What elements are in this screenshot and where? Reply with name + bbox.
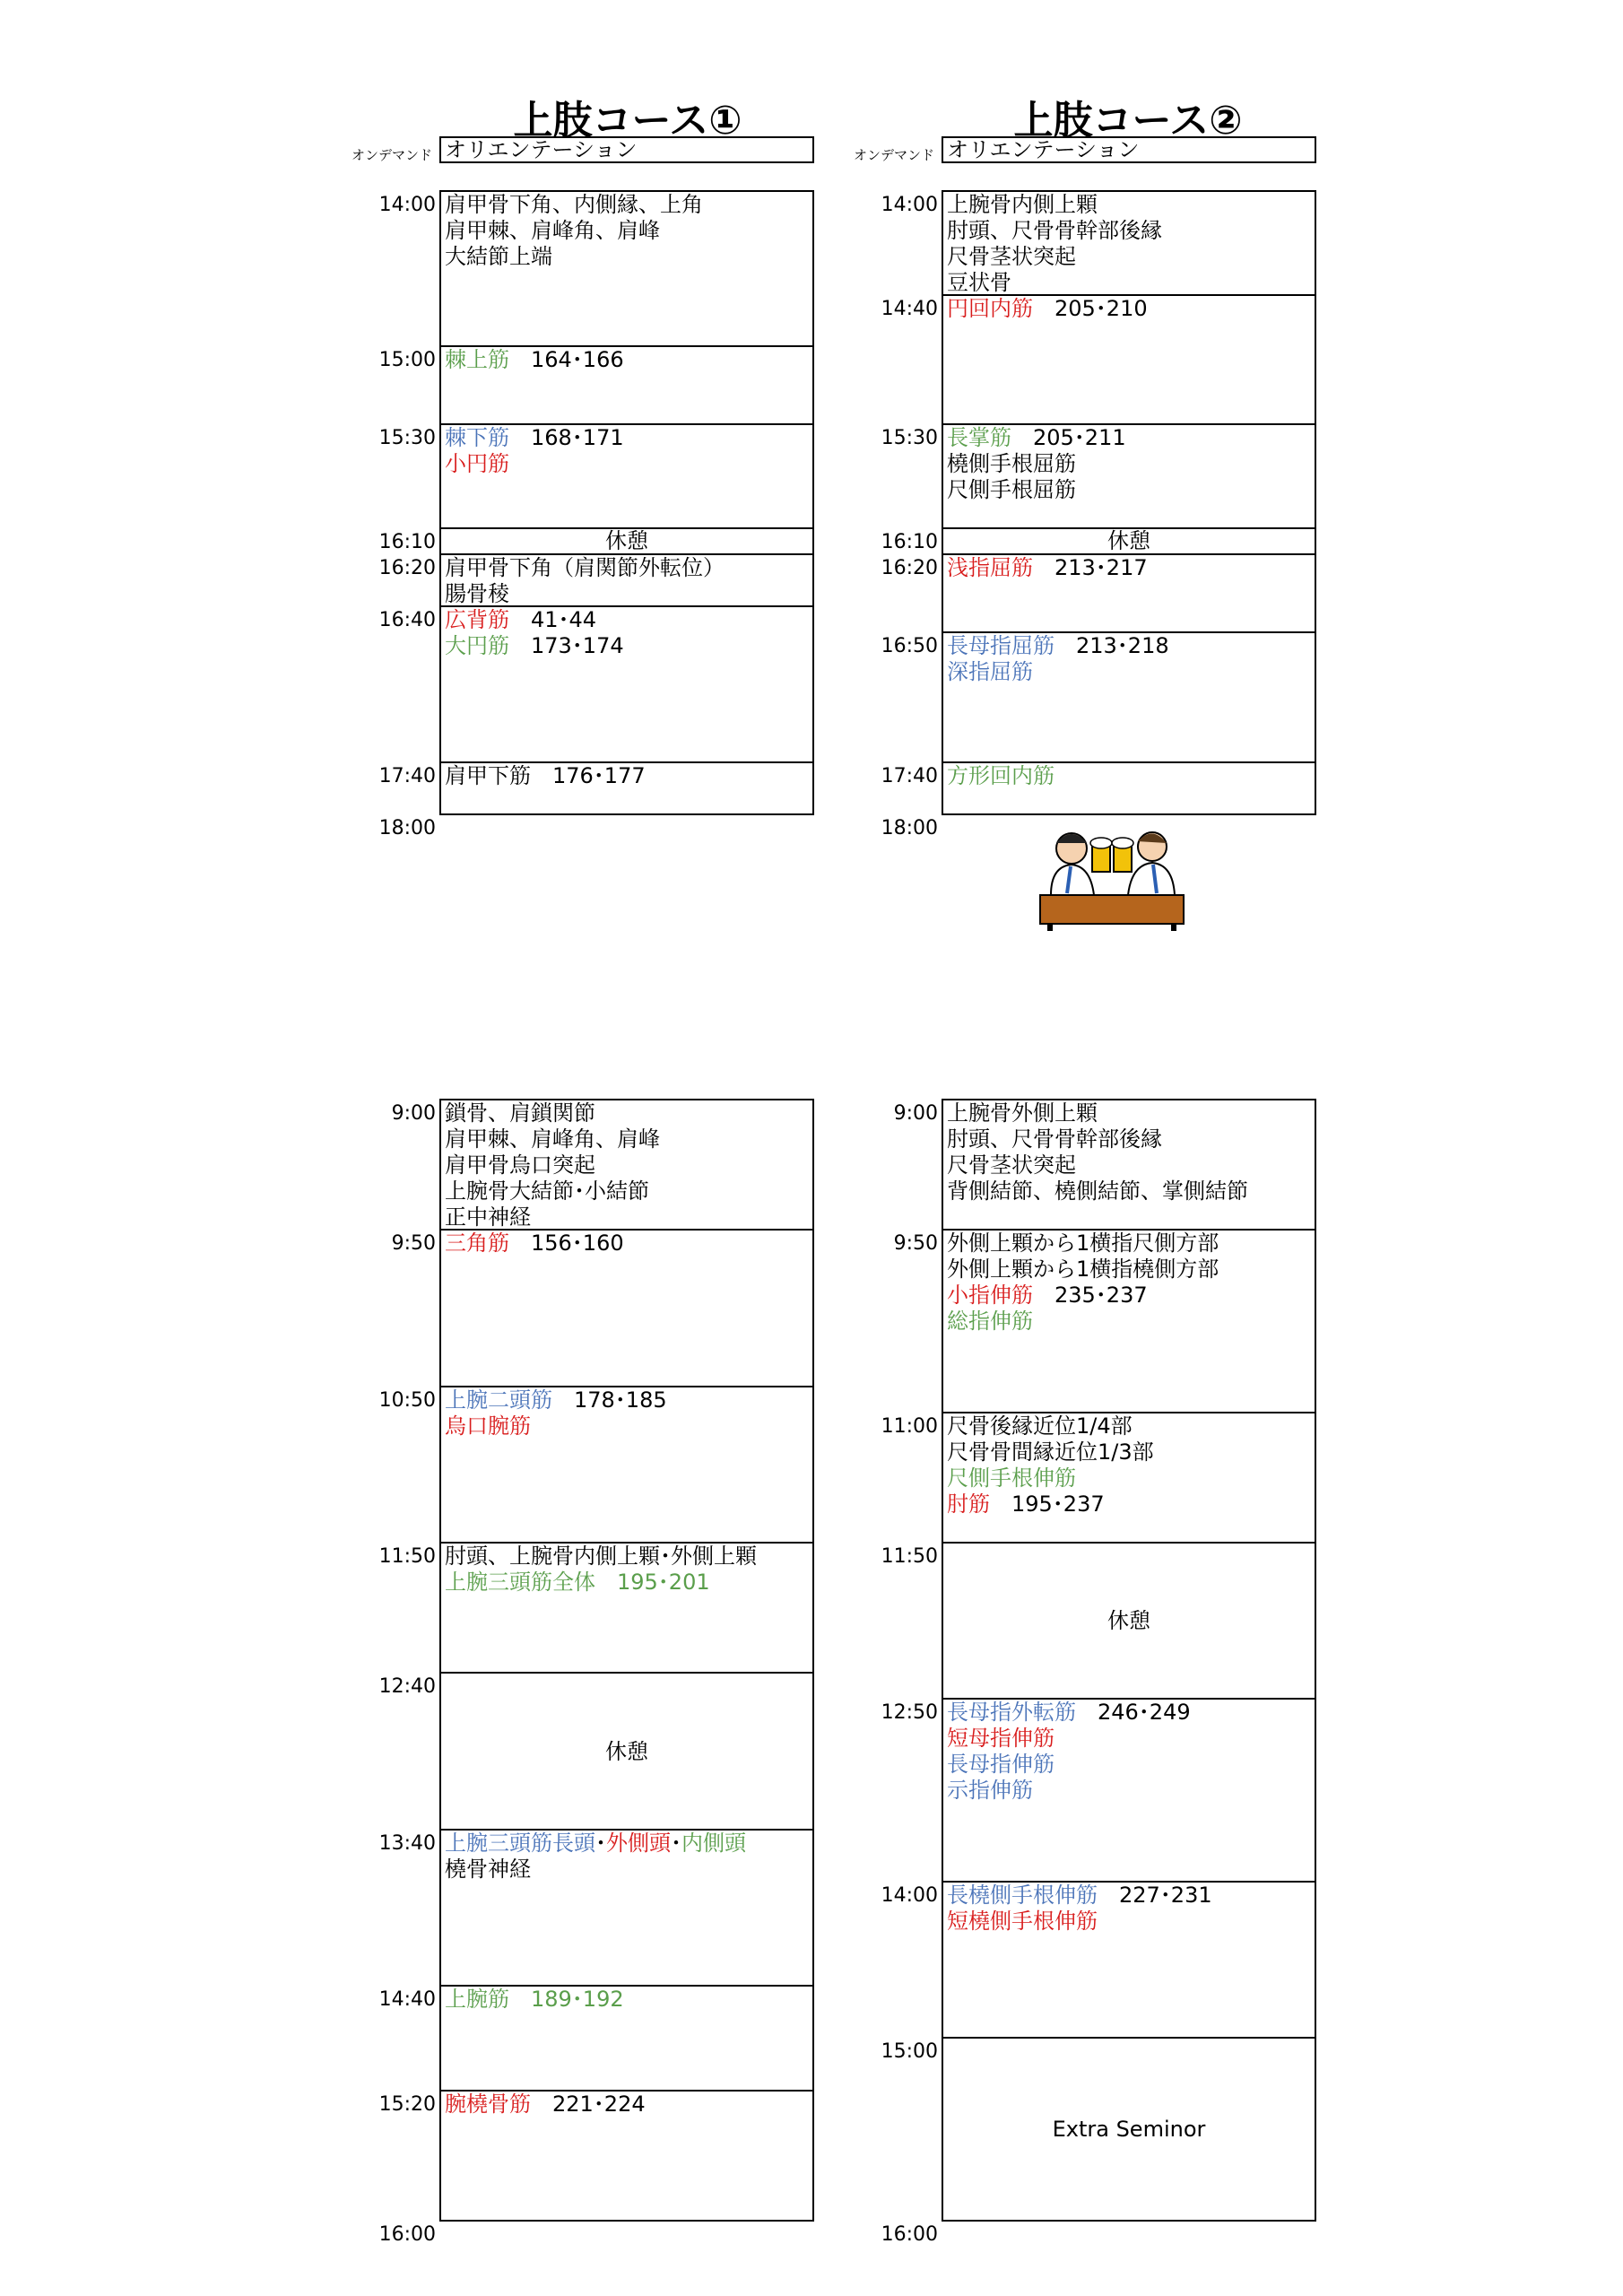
text-line xyxy=(445,218,703,244)
time-label: 17:40 xyxy=(881,765,938,787)
text-segment: 示指伸筋 xyxy=(947,1778,1033,1803)
schedule-block xyxy=(942,2037,1316,2222)
text-line xyxy=(947,192,1162,218)
text-segment: 195･237 xyxy=(990,1492,1105,1517)
course2-orientation: オリエンテーション xyxy=(942,136,1316,163)
text-line xyxy=(445,1387,667,1413)
text-segment: 上腕三頭筋長頭 xyxy=(445,1831,595,1856)
block-text xyxy=(947,1231,1219,1335)
schedule-block xyxy=(942,1229,1316,1413)
text-segment: 肩甲骨烏口突起 xyxy=(445,1152,595,1178)
text-line xyxy=(947,1465,1154,1492)
schedule-block xyxy=(439,761,814,815)
text-segment: 肘筋 xyxy=(947,1492,990,1517)
text-segment: 221･224 xyxy=(531,2092,646,2117)
text-segment: 肩甲骨下角、内側縁、上角 xyxy=(445,192,703,217)
text-segment: 橈側手根屈筋 xyxy=(947,451,1076,476)
text-segment: 肩甲棘、肩峰角、肩峰 xyxy=(445,1126,660,1152)
break-label: 休憩 xyxy=(605,528,648,553)
text-segment: 三角筋 xyxy=(445,1231,509,1256)
text-segment: 168･171 xyxy=(509,425,624,450)
text-segment: 浅指屈筋 xyxy=(947,555,1033,580)
course2-title: 上肢コース② xyxy=(1013,98,1243,144)
end-time-label: 18:00 xyxy=(881,817,938,839)
text-line xyxy=(445,1987,624,2013)
text-line xyxy=(947,451,1126,477)
text-segment: 上腕二頭筋 xyxy=(445,1387,552,1413)
text-segment: 外側頭 xyxy=(606,1831,671,1856)
text-segment: 広背筋 xyxy=(445,607,509,632)
text-segment: 外側上顆から1横指尺側方部 xyxy=(947,1231,1219,1256)
block-text xyxy=(947,1100,1248,1205)
end-time-label: 16:00 xyxy=(881,2223,938,2246)
text-segment: 長掌筋 xyxy=(947,425,1011,450)
schedule-block xyxy=(439,1099,814,1231)
schedule-block xyxy=(942,553,1316,633)
schedule-block xyxy=(439,1672,814,1831)
block-text xyxy=(445,1831,746,1883)
block-text xyxy=(947,192,1162,296)
text-segment: 小指伸筋 xyxy=(947,1283,1033,1308)
text-line xyxy=(445,763,646,789)
schedule-block xyxy=(942,1698,1316,1883)
text-segment: 205･210 xyxy=(1033,296,1148,321)
block-text xyxy=(947,1700,1191,1804)
schedule-block xyxy=(942,1881,1316,2039)
schedule-block xyxy=(439,1386,814,1544)
time-label: 14:40 xyxy=(378,1988,436,2011)
text-line xyxy=(445,425,624,451)
text-segment: 246･249 xyxy=(1076,1700,1191,1725)
text-line xyxy=(445,1205,660,1231)
text-segment: 大結節上端 xyxy=(445,244,552,269)
time-label: 15:00 xyxy=(881,2040,938,2063)
text-line xyxy=(947,555,1148,581)
schedule-block xyxy=(439,1229,814,1387)
text-line xyxy=(947,270,1162,296)
time-label: 9:50 xyxy=(893,1232,938,1255)
text-line xyxy=(445,581,725,607)
course1-ondemand-label: オンデマンド xyxy=(352,147,433,163)
time-label: 11:50 xyxy=(881,1545,938,1568)
text-segment: 鎖骨、肩鎖関節 xyxy=(445,1100,595,1126)
text-segment: 尺骨後縁近位1/4部 xyxy=(947,1413,1133,1439)
text-segment: 205･211 xyxy=(1011,425,1126,450)
text-segment: 173･174 xyxy=(509,633,624,658)
text-segment: 41･44 xyxy=(509,607,597,632)
schedule-block xyxy=(942,761,1316,815)
text-line xyxy=(445,1857,746,1883)
schedule-block xyxy=(439,2090,814,2222)
course1-title: 上肢コース① xyxy=(513,98,742,144)
person-right-body xyxy=(1128,863,1175,895)
block-text xyxy=(445,1231,624,1257)
schedule-block xyxy=(942,1542,1316,1700)
text-line xyxy=(445,1413,667,1439)
block-text xyxy=(445,1987,624,2013)
text-line xyxy=(947,1413,1154,1439)
text-line xyxy=(947,1492,1154,1518)
text-line xyxy=(445,1570,757,1596)
schedule-block xyxy=(942,631,1316,763)
text-segment: 長母指外転筋 xyxy=(947,1700,1076,1725)
block-text xyxy=(947,1883,1212,1935)
text-line xyxy=(947,244,1162,270)
text-segment: 総指伸筋 xyxy=(947,1309,1033,1334)
block-text xyxy=(445,1544,757,1596)
text-segment: 178･185 xyxy=(552,1387,667,1413)
block-text xyxy=(445,1387,667,1439)
text-line xyxy=(947,1231,1219,1257)
schedule-block xyxy=(439,423,814,529)
schedule-block xyxy=(439,1985,814,2092)
time-label: 14:00 xyxy=(378,194,436,216)
block-text xyxy=(947,555,1148,581)
time-label: 9:00 xyxy=(893,1102,938,1125)
text-line xyxy=(445,607,624,633)
text-segment: 尺骨茎状突起 xyxy=(947,1152,1076,1178)
break-label: 休憩 xyxy=(1107,528,1150,553)
text-segment: 肩甲下筋 176･177 xyxy=(445,763,646,788)
schedule-block xyxy=(439,1829,814,1987)
text-line xyxy=(947,1752,1191,1778)
text-line xyxy=(947,763,1055,789)
text-segment: 肘頭、尺骨骨幹部後縁 xyxy=(947,1126,1162,1152)
schedule-block xyxy=(942,190,1316,296)
text-line xyxy=(947,1100,1248,1126)
text-segment: 腸骨稜 xyxy=(445,581,509,606)
text-segment: 円回内筋 xyxy=(947,296,1033,321)
text-line xyxy=(445,244,703,270)
block-text xyxy=(445,555,725,607)
time-label: 16:50 xyxy=(881,635,938,657)
text-segment: 橈骨神経 xyxy=(445,1857,531,1882)
time-label: 14:40 xyxy=(881,298,938,320)
text-segment: 背側結節、橈側結節、掌側結節 xyxy=(947,1178,1248,1204)
block-text xyxy=(445,607,624,659)
block-text xyxy=(445,1100,660,1231)
text-line xyxy=(947,1283,1219,1309)
time-label: 12:40 xyxy=(378,1675,436,1698)
schedule-block xyxy=(439,345,814,425)
time-label: 16:10 xyxy=(378,531,436,553)
text-segment: 尺骨骨間縁近位1/3部 xyxy=(947,1439,1154,1465)
text-line xyxy=(947,1257,1219,1283)
schedule-block xyxy=(439,190,814,347)
course1-orientation: オリエンテーション xyxy=(439,136,814,163)
text-segment: 大円筋 xyxy=(445,633,509,658)
text-line xyxy=(445,451,624,477)
text-line xyxy=(445,1126,660,1152)
extra-seminar-label: Extra Seminor xyxy=(1052,2117,1206,2142)
text-segment: 156･160 xyxy=(509,1231,624,1256)
text-line xyxy=(947,296,1148,322)
text-segment: 長母指伸筋 xyxy=(947,1752,1055,1777)
time-label: 16:20 xyxy=(378,557,436,579)
text-segment: 213･218 xyxy=(1055,633,1169,658)
block-text xyxy=(445,192,703,270)
text-segment: 235･237 xyxy=(1033,1283,1148,1308)
text-segment: 外側上顆から1横指橈側方部 xyxy=(947,1257,1219,1282)
schedule-block xyxy=(942,423,1316,529)
text-segment: 内側頭 xyxy=(681,1831,746,1856)
text-line xyxy=(947,1726,1191,1752)
end-time-label: 18:00 xyxy=(378,817,436,839)
block-text xyxy=(445,2092,646,2118)
schedule-block xyxy=(439,605,814,763)
block-text xyxy=(947,763,1055,789)
text-line xyxy=(445,1152,660,1178)
text-segment: 豆状骨 xyxy=(947,270,1011,295)
text-segment: 短母指伸筋 xyxy=(947,1726,1055,1751)
course2-ondemand-label: オンデマンド xyxy=(854,147,935,163)
text-line xyxy=(445,555,725,581)
text-line xyxy=(947,1152,1248,1178)
text-segment: 小円筋 xyxy=(445,451,509,476)
time-label: 16:10 xyxy=(881,531,938,553)
end-time-label: 16:00 xyxy=(378,2223,436,2246)
schedule-block xyxy=(942,294,1316,425)
text-segment: 尺側手根伸筋 xyxy=(947,1465,1076,1491)
text-line xyxy=(947,1883,1212,1909)
time-label: 16:40 xyxy=(378,609,436,631)
schedule-block xyxy=(942,1099,1316,1231)
text-segment: 腕橈骨筋 xyxy=(445,2092,531,2117)
time-label: 15:20 xyxy=(378,2093,436,2116)
text-line xyxy=(947,1309,1219,1335)
text-segment: 尺骨茎状突起 xyxy=(947,244,1076,269)
table-shape xyxy=(1040,895,1184,924)
time-label: 15:30 xyxy=(881,427,938,449)
schedule-block xyxy=(439,553,814,607)
text-line xyxy=(947,1778,1191,1804)
text-line xyxy=(947,1126,1248,1152)
block-text xyxy=(445,347,624,373)
text-segment: 肩甲骨下角（肩関節外転位） xyxy=(445,555,725,580)
text-line xyxy=(947,425,1126,451)
time-label: 15:30 xyxy=(378,427,436,449)
text-segment: 227･231 xyxy=(1098,1883,1212,1908)
text-segment: 正中神経 xyxy=(445,1205,531,1230)
text-segment: 上腕筋 189･192 xyxy=(445,1987,624,2012)
text-segment: 烏口腕筋 xyxy=(445,1413,531,1439)
break-label: 休憩 xyxy=(1107,1608,1150,1633)
text-segment: 棘上筋 xyxy=(445,347,509,372)
text-line xyxy=(445,1178,660,1205)
text-line xyxy=(445,1544,757,1570)
text-segment: 短橈側手根伸筋 xyxy=(947,1909,1098,1934)
schedule-block xyxy=(942,527,1316,555)
block-text xyxy=(947,425,1126,503)
break-label: 休憩 xyxy=(605,1739,648,1764)
text-segment: 肘頭、上腕骨内側上顆･外側上顆 xyxy=(445,1544,757,1569)
text-segment: ･ xyxy=(671,1831,681,1856)
text-line xyxy=(947,1178,1248,1205)
text-segment: 164･166 xyxy=(509,347,624,372)
text-line xyxy=(947,659,1169,685)
text-segment: ･ xyxy=(595,1831,606,1856)
block-text xyxy=(445,763,646,789)
text-line xyxy=(445,347,624,373)
text-segment: 上腕骨内側上顆 xyxy=(947,192,1098,217)
text-segment: 方形回内筋 xyxy=(947,763,1055,788)
person-left-body xyxy=(1051,865,1094,895)
text-segment: 213･217 xyxy=(1033,555,1148,580)
text-line xyxy=(947,1909,1212,1935)
time-label: 9:50 xyxy=(391,1232,436,1255)
block-text xyxy=(947,633,1169,685)
beer-toast-illustration xyxy=(1031,823,1193,931)
text-line xyxy=(445,2092,646,2118)
time-label: 10:50 xyxy=(378,1389,436,1412)
time-label: 13:40 xyxy=(378,1832,436,1855)
text-segment: 肩甲棘、肩峰角、肩峰 xyxy=(445,218,660,243)
text-segment: 棘下筋 xyxy=(445,425,509,450)
text-line xyxy=(445,633,624,659)
time-label: 14:00 xyxy=(881,1884,938,1907)
block-text xyxy=(947,1413,1154,1518)
text-segment: 肘頭、尺骨骨幹部後縁 xyxy=(947,218,1162,243)
text-segment: 深指屈筋 xyxy=(947,659,1033,684)
text-line xyxy=(947,1700,1191,1726)
text-segment: 長橈側手根伸筋 xyxy=(947,1883,1098,1908)
text-line xyxy=(445,1831,746,1857)
schedule-block xyxy=(439,1542,814,1674)
time-label: 12:50 xyxy=(881,1701,938,1724)
text-line xyxy=(947,633,1169,659)
time-label: 11:00 xyxy=(881,1415,938,1438)
schedule-block xyxy=(942,1412,1316,1544)
text-line xyxy=(947,1439,1154,1465)
text-segment: 尺側手根屈筋 xyxy=(947,477,1076,502)
text-segment: 上腕骨大結節･小結節 xyxy=(445,1178,649,1204)
time-label: 16:20 xyxy=(881,557,938,579)
text-line xyxy=(445,1231,624,1257)
time-label: 14:00 xyxy=(881,194,938,216)
text-segment: 長母指屈筋 xyxy=(947,633,1055,658)
time-label: 17:40 xyxy=(378,765,436,787)
block-text xyxy=(947,296,1148,322)
text-segment: 上腕三頭筋全体 195･201 xyxy=(445,1570,710,1595)
time-label: 11:50 xyxy=(378,1545,436,1568)
block-text xyxy=(445,425,624,477)
text-line xyxy=(445,1100,660,1126)
time-label: 9:00 xyxy=(391,1102,436,1125)
text-line xyxy=(947,477,1126,503)
schedule-block xyxy=(439,527,814,555)
text-line xyxy=(445,192,703,218)
time-label: 15:00 xyxy=(378,349,436,371)
text-line xyxy=(947,218,1162,244)
text-segment: 上腕骨外側上顆 xyxy=(947,1100,1098,1126)
